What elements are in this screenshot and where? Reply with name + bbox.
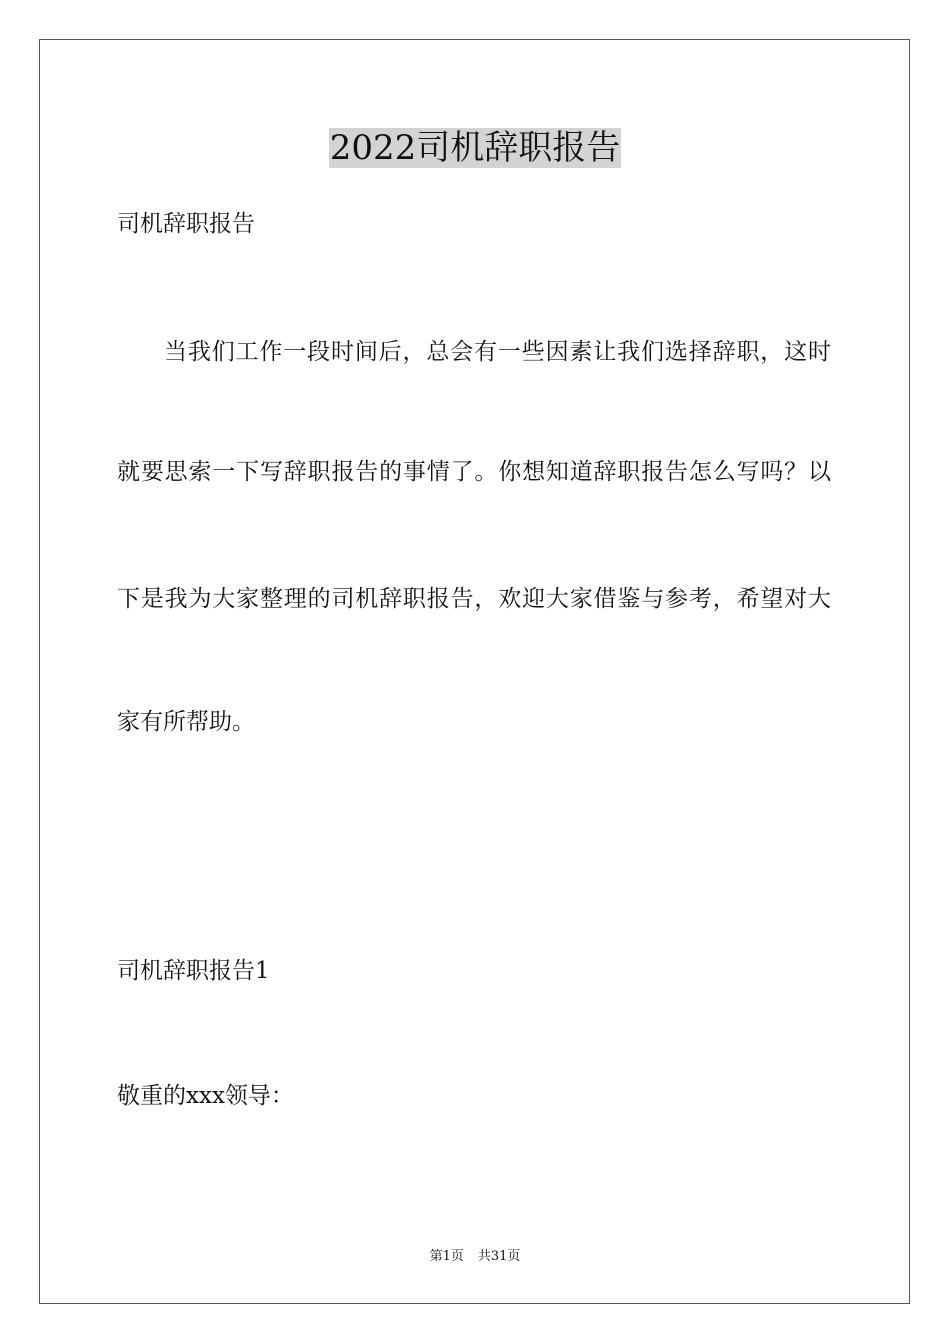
document-subtitle: 司机辞职报告 [117,211,255,237]
page-footer [0,1248,950,1266]
intro-paragraph-line: 当我们工作一段时间后，总会有一些因素让我们选择辞职，这时 [164,339,831,365]
document-title [0,126,950,170]
intro-paragraph-line: 家有所帮助。 [117,709,255,735]
salutation: 敬重的xxx领导： [117,1083,294,1109]
page-number: 第1页 [429,1249,464,1264]
intro-paragraph-line: 就要思索一下写辞职报告的事情了。你想知道辞职报告怎么写吗？以 [117,459,831,485]
section-heading: 司机辞职报告1 [117,958,270,984]
page-total: 共31页 [477,1249,521,1264]
intro-paragraph-line: 下是我为大家整理的司机辞职报告，欢迎大家借鉴与参考，希望对大 [117,586,831,612]
document-title-text: 2022司机辞职报告 [329,128,621,168]
